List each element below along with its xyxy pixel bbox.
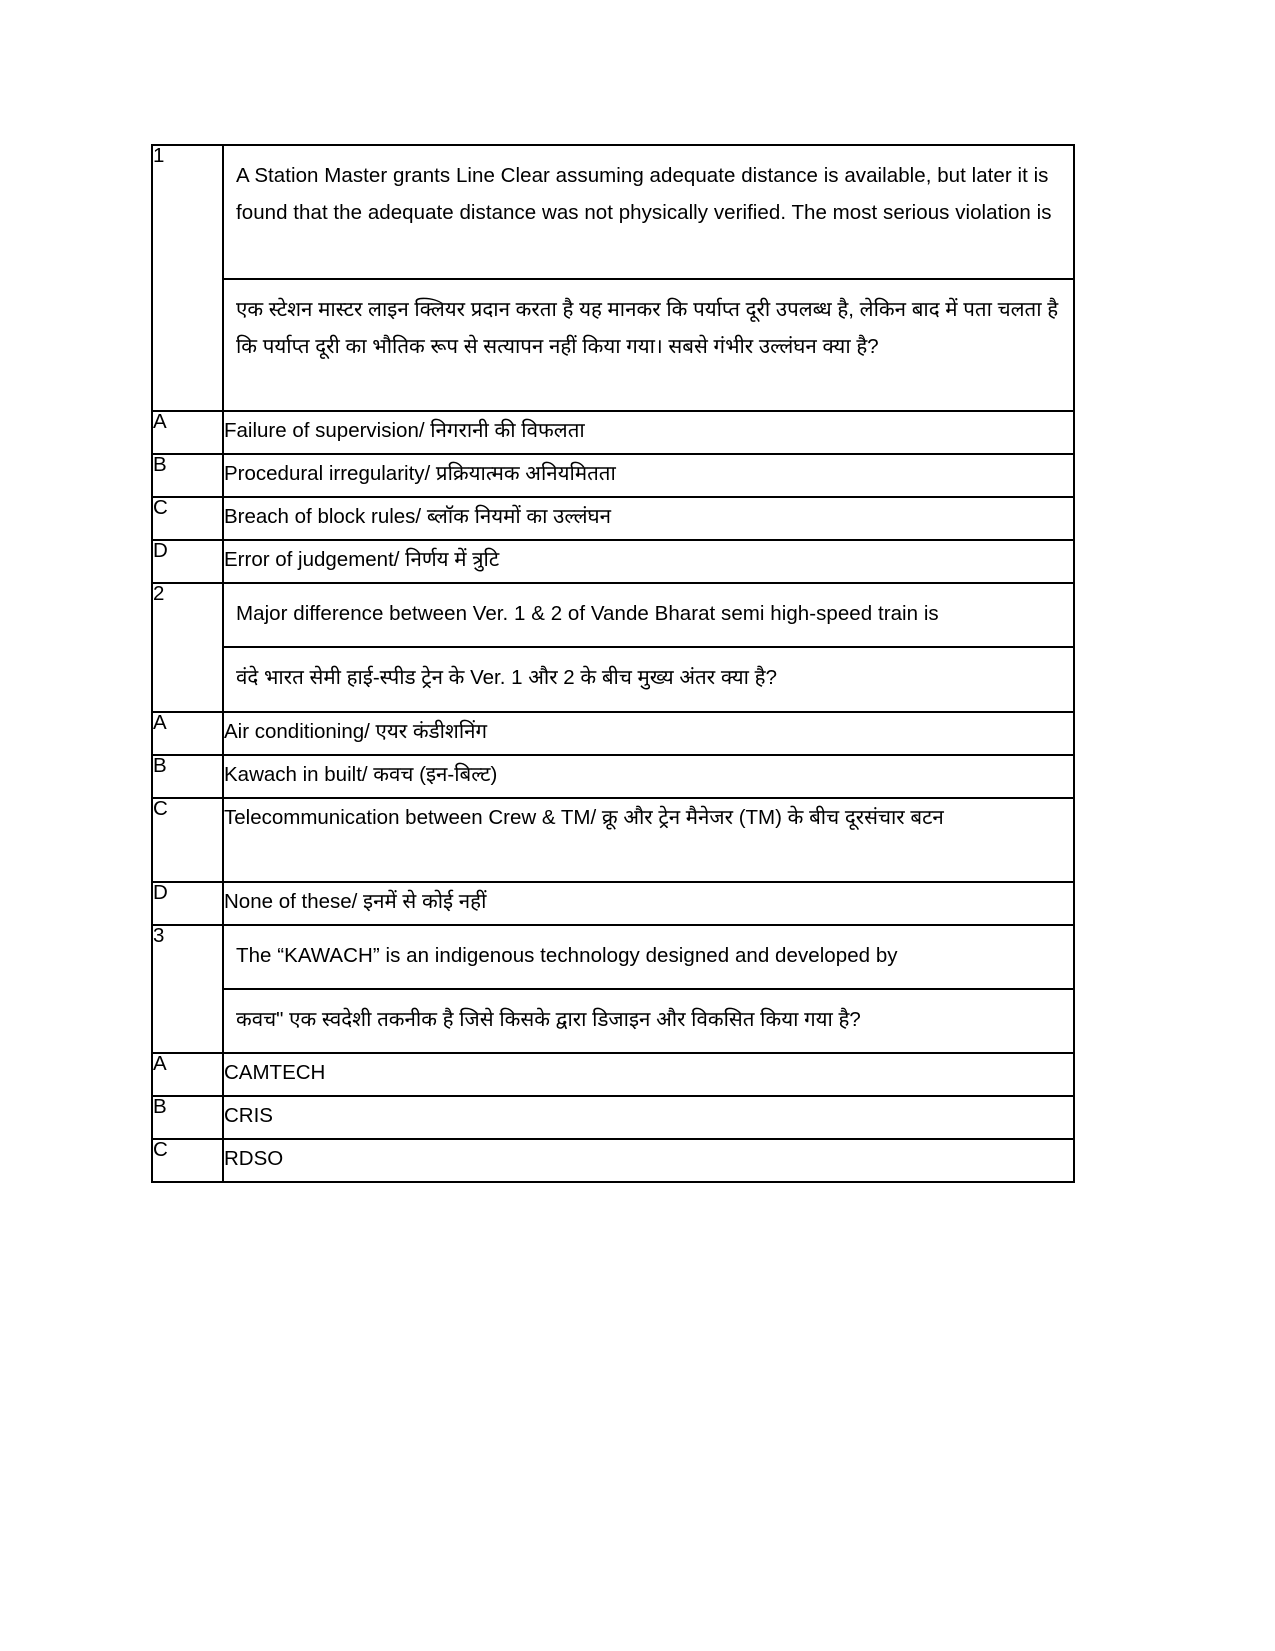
- table-row: [152, 755, 1074, 798]
- question-text-hindi-q1: एक स्टेशन मास्टर लाइन क्लियर प्रदान करता है यह मानकर कि पर्याप्त दूरी उपलब्ध है, लेकिन बाद में पता चलता है कि पर्याप्त दूरी का भौतिक रूप से सत्यापन नहीं किया गया। सबसे गंभीर उल्लंघन क्या है?: [224, 278, 1073, 410]
- row-label-q1: 1: [152, 145, 223, 411]
- table-row: [152, 497, 1074, 540]
- table-row: [152, 1139, 1074, 1182]
- option-label-q3-a: A: [152, 1053, 223, 1096]
- table-row: [152, 540, 1074, 583]
- table-row: [152, 411, 1074, 454]
- option-label-q1-b: B: [152, 454, 223, 497]
- option-text-q1-a: Failure of supervision/ निगरानी की विफलता: [223, 411, 1074, 454]
- option-label-q1-a: A: [152, 411, 223, 454]
- question-table-body: [152, 145, 1074, 1182]
- question-body-q2: [223, 583, 1074, 712]
- option-label-q3-c: C: [152, 1139, 223, 1182]
- option-label-q2-b: B: [152, 755, 223, 798]
- option-label-q2-a: A: [152, 712, 223, 755]
- question-text-english-q3: The “KAWACH” is an indigenous technology designed and developed by: [236, 943, 898, 967]
- question-table: [151, 144, 1075, 1183]
- option-text-q2-a: Air conditioning/ एयर कंडीशनिंग: [223, 712, 1074, 755]
- table-row: [152, 1096, 1074, 1139]
- option-text-q2-d: None of these/ इनमें से कोई नहीं: [223, 882, 1074, 925]
- row-label-q2: 2: [152, 583, 223, 712]
- question-text-hindi-q2: वंदे भारत सेमी हाई-स्पीड ट्रेन के Ver. 1 और 2 के बीच मुख्य अंतर क्या है?: [224, 646, 1073, 710]
- option-text-q1-d: Error of judgement/ निर्णय में त्रुटि: [223, 540, 1074, 583]
- row-label-q3: 3: [152, 925, 223, 1054]
- option-text-q1-b: Procedural irregularity/ प्रक्रियात्मक अनियमितता: [223, 454, 1074, 497]
- option-text-q2-b: Kawach in built/ कवच (इन-बिल्ट): [223, 755, 1074, 798]
- table-row: [152, 1053, 1074, 1096]
- option-text-q3-b: CRIS: [223, 1096, 1074, 1139]
- question-body-q3: [223, 925, 1074, 1054]
- question-text-english-q1: A Station Master grants Line Clear assuming adequate distance is available, but later it is found that the adequate distance was not physically verified. The most serious violation is: [236, 164, 1052, 225]
- table-row: [152, 454, 1074, 497]
- option-label-q1-d: D: [152, 540, 223, 583]
- option-label-q2-c: C: [152, 798, 223, 882]
- table-row: [152, 583, 1074, 712]
- question-text-hindi-q3: कवच" एक स्वदेशी तकनीक है जिसे किसके द्वारा डिजाइन और विकसित किया गया है?: [224, 988, 1073, 1052]
- option-text-q3-c: RDSO: [223, 1139, 1074, 1182]
- option-label-q3-b: B: [152, 1096, 223, 1139]
- table-row: [152, 145, 1074, 411]
- option-text-q3-a: CAMTECH: [223, 1053, 1074, 1096]
- table-row: [152, 925, 1074, 1054]
- option-text-q1-c: Breach of block rules/ ब्लॉक नियमों का उल्लंघन: [223, 497, 1074, 540]
- option-label-q1-c: C: [152, 497, 223, 540]
- option-text-q2-c: Telecommunication between Crew & TM/ क्रू और ट्रेन मैनेजर (TM) के बीच दूरसंचार बटन: [223, 798, 1074, 882]
- question-body-q1: [223, 145, 1074, 411]
- option-label-q2-d: D: [152, 882, 223, 925]
- table-row: [152, 882, 1074, 925]
- table-row: [152, 712, 1074, 755]
- question-text-english-q2: Major difference between Ver. 1 & 2 of Vande Bharat semi high-speed train is: [236, 602, 939, 625]
- table-row: [152, 798, 1074, 882]
